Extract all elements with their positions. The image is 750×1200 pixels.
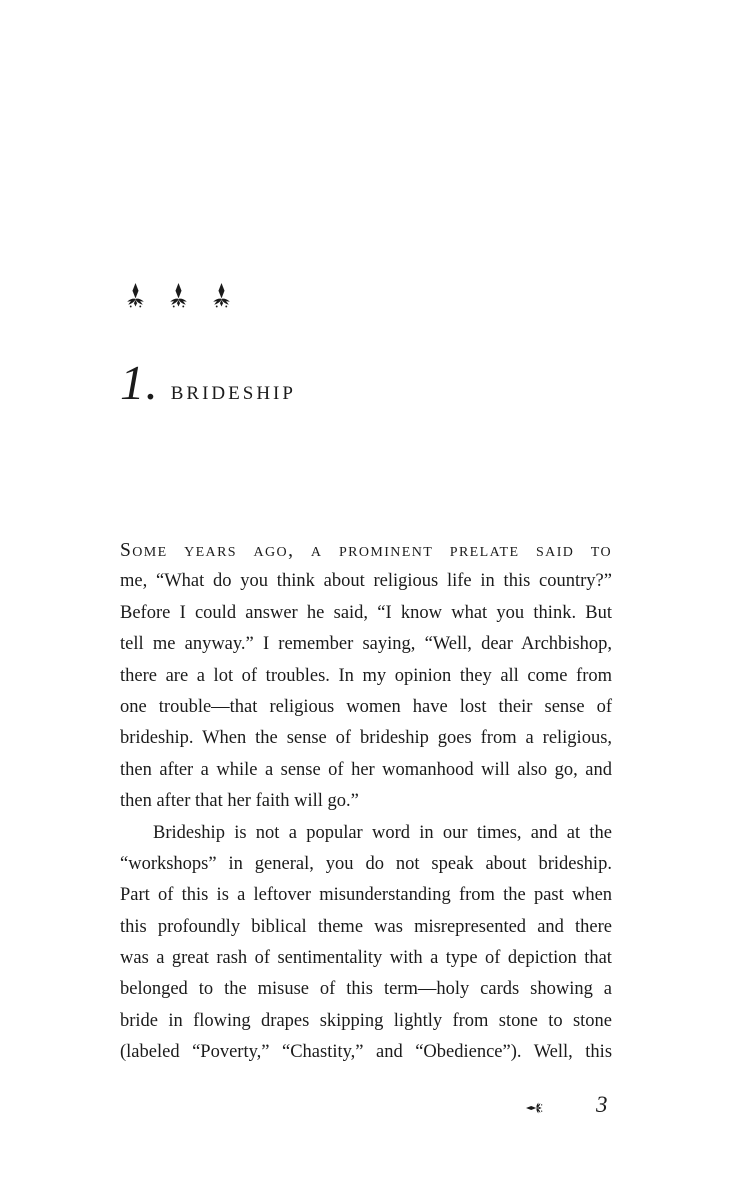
body-line: belonged to the misuse of this term—holy cards showing a — [120, 979, 612, 1000]
fleuron-icon — [124, 283, 147, 310]
fleuron-icon — [210, 283, 233, 310]
body-line: Part of this is a leftover misunderstanding from the past when — [120, 885, 613, 906]
ornament-row — [124, 283, 233, 310]
body-line: there are a lot of troubles. In my opinion they all come from — [120, 665, 613, 686]
footer-fleuron-icon — [526, 1099, 544, 1117]
page-number: 3 — [596, 1092, 608, 1117]
body-line: then after a while a sense of her womanhood will also go, and — [120, 759, 612, 780]
chapter-number: 1. — [120, 355, 159, 410]
body-line: me, “What do you think about religious life in this country?” — [120, 571, 612, 592]
body-line: Brideship is not a popular word in our times, and at the — [153, 822, 612, 843]
body-line: “workshops” in general, you do not speak about brideship. — [120, 853, 612, 874]
body-line: then after that her faith will go.” — [120, 791, 359, 812]
body-line: one trouble—that religious women have lost their sense of — [120, 696, 613, 717]
body-line: bride in flowing drapes skipping lightly from stone to stone — [120, 1010, 613, 1031]
body-line: brideship. When the sense of brideship goes from a religious, — [120, 728, 613, 749]
body-line: Some years ago, a prominent prelate said to — [120, 540, 613, 561]
body-line: this profoundly biblical theme was misrepresented and there — [120, 916, 613, 937]
body-text — [120, 535, 612, 1069]
body-line: tell me anyway.” I remember saying, “Well, dear Archbishop, — [120, 634, 613, 655]
body-line: Before I could answer he said, “I know what you think. But — [120, 602, 613, 623]
fleuron-icon — [167, 283, 190, 310]
chapter-title: BRIDESHIP — [170, 383, 296, 404]
body-line: (labeled “Poverty,” “Chastity,” and “Obedience”). Well, this — [120, 1042, 613, 1063]
chapter-heading — [120, 355, 296, 410]
body-line: was a great rash of sentimentality with a type of depiction that — [120, 948, 612, 969]
